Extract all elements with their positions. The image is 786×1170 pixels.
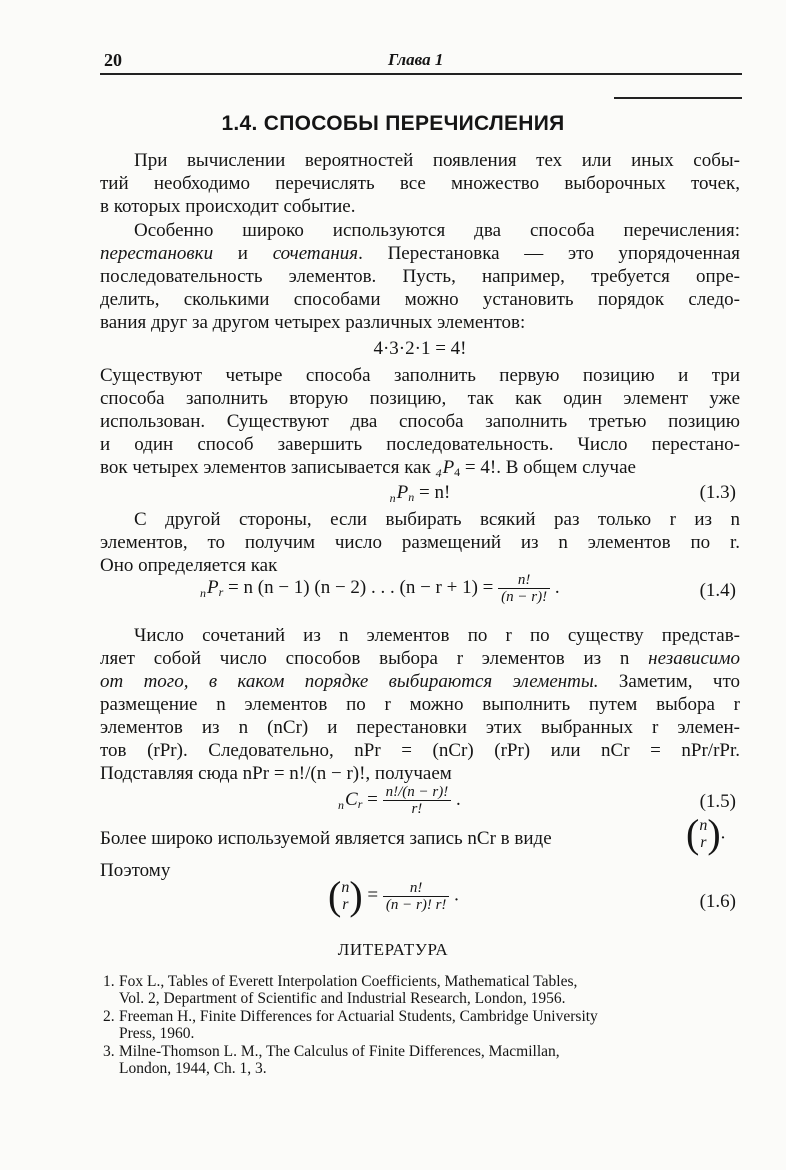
equation-1-4: $_nP_r = n$ (n − 1) (n − 2) . . . (n − r + 1) = $\frac{n!}{(n - r)!}$ .: [200, 572, 560, 605]
text-line: С другой стороны, если выбирать всякий раз только r из n: [134, 509, 740, 530]
text-line: Более широко используемой является запись nCr в виде: [100, 828, 552, 849]
text-line: [100, 671, 740, 693]
text-fragment: вок четырех элементов записывается как: [100, 457, 436, 478]
reference-text: Fox L., Tables of Everett Interpolation Coefficients, Mathematical Tables,: [119, 973, 578, 990]
text-line: делить, сколькими способами можно установить порядок следо-: [100, 289, 740, 310]
fraction: [383, 784, 452, 817]
reference-number: 3.: [103, 1043, 115, 1060]
text-line: тов (rPr). Следовательно, nPr = (nCr) (rPr) или nCr = nPr/rPr.: [100, 740, 740, 761]
text-fragment: ляет собой число способов выбора r элементов из n: [100, 648, 649, 669]
text-line: размещение n элементов по r можно выполнить путем выбора r: [100, 694, 740, 715]
equation-number: (1.6): [699, 891, 736, 912]
text-line: Число сочетаний из n элементов по r по существу представ-: [134, 625, 740, 646]
equation-rhs: = n!: [414, 482, 451, 503]
text-line: и один способ завершить последовательность. Число перестано-: [100, 434, 740, 455]
text-line: [100, 457, 740, 480]
fraction-numerator: n!: [517, 572, 531, 588]
text-fragment: .: [550, 576, 560, 598]
term-permutations: перестановки: [100, 243, 214, 264]
fraction: [498, 572, 550, 605]
reference-item: [103, 1008, 743, 1025]
text-line: [100, 243, 740, 265]
fraction: [383, 880, 450, 913]
literature-heading: ЛИТЕРАТУРА: [337, 940, 449, 959]
reference-text: Freeman H., Finite Differences for Actuarial Students, Cambridge University: [119, 1008, 598, 1025]
running-head-chapter: Глава 1: [388, 50, 444, 69]
text-line: Оно определяется как: [100, 555, 278, 576]
fraction-denominator: r!: [383, 800, 452, 817]
equation-1-6: ( n r ) = $\frac{n!}{(n - r)! r!}$ .: [328, 873, 459, 918]
text-line: Поэтому: [100, 860, 171, 881]
text-fragment: .: [449, 884, 459, 906]
text-line: элементов из n (nCr) и перестановки этих выбранных r элемен-: [100, 717, 740, 738]
symbol-4P4: $_4P_4$: [435, 457, 461, 480]
reference-continuation: London, 1944, Ch. 1, 3.: [119, 1060, 267, 1077]
text-line: Существуют четыре способа заполнить первую позицию и три: [100, 365, 740, 386]
reference-continuation: Press, 1960.: [119, 1025, 195, 1042]
equation-1-3: $_nP_n = n$!: [389, 482, 451, 505]
text-line: последовательность элементов. Пусть, например, требуется опре-: [100, 266, 740, 287]
text-fragment: = 4!. В общем случае: [460, 457, 636, 478]
text-line: вания друг за другом четырех различных элементов:: [100, 312, 526, 333]
text-fragment: . Перестановка — это упорядоченная: [358, 243, 741, 264]
reference-item: [103, 973, 743, 990]
text-line: Подставляя сюда nPr = n!/(n − r)!, получаем: [100, 763, 452, 784]
text-line: [100, 648, 740, 670]
text-fragment: Заметим, что: [598, 671, 741, 692]
text-line: в которых происходит событие.: [100, 196, 356, 217]
equation-number: (1.5): [699, 791, 736, 812]
text-fragment: от того, в каком порядке выбираются элементы.: [100, 671, 599, 692]
fraction-denominator: (n − r)! r!: [383, 896, 450, 913]
equation-number: (1.4): [699, 580, 736, 601]
text-line: При вычислении вероятностей появления тех или иных собы-: [134, 150, 740, 171]
text-fragment: и: [213, 243, 273, 264]
text-line: способа заполнить вторую позицию, так как один элемент уже: [100, 388, 740, 409]
text-line: использован. Существуют два способа заполнить третью позицию: [100, 411, 740, 432]
reference-number: 2.: [103, 1008, 115, 1025]
reference-item: [103, 1043, 743, 1060]
reference-continuation: Vol. 2, Department of Scientific and Industrial Research, London, 1956.: [119, 990, 566, 1007]
equation-rhs: = n (n − 1) (n − 2) . . . (n − r + 1) =: [223, 576, 499, 598]
binomial-symbol: ( n r ).: [686, 811, 726, 856]
text-fragment: .: [451, 788, 461, 810]
page-number: 20: [104, 50, 122, 70]
equation-number: (1.3): [699, 482, 736, 503]
equation-factorial: 4·3·2·1 = 4!: [373, 338, 467, 359]
term-combinations: сочетания: [272, 243, 359, 264]
section-title: 1.4. СПОСОБЫ ПЕРЕЧИСЛЕНИЯ: [221, 112, 565, 135]
fraction-denominator: (n − r)!: [498, 588, 550, 605]
equation-1-5: $_nC_r$ = $\frac{n!/(n - r)!}{r!}$ .: [338, 784, 461, 817]
text-line: тий необходимо перечислять все множество выборочных точек,: [100, 173, 740, 194]
text-line: Особенно широко используются два способа перечисления:: [134, 220, 740, 241]
reference-text: Milne-Thomson L. M., The Calculus of Finite Differences, Macmillan,: [119, 1043, 560, 1060]
text-line: элементов, то получим число размещений из n элементов по r.: [100, 532, 740, 553]
fraction-numerator: n!/(n − r)!: [385, 784, 449, 800]
text-fragment: независимо: [648, 648, 740, 669]
reference-number: 1.: [103, 973, 115, 990]
header-rule: [100, 73, 742, 75]
fraction-numerator: n!: [409, 879, 423, 896]
section-rule: [614, 97, 742, 99]
